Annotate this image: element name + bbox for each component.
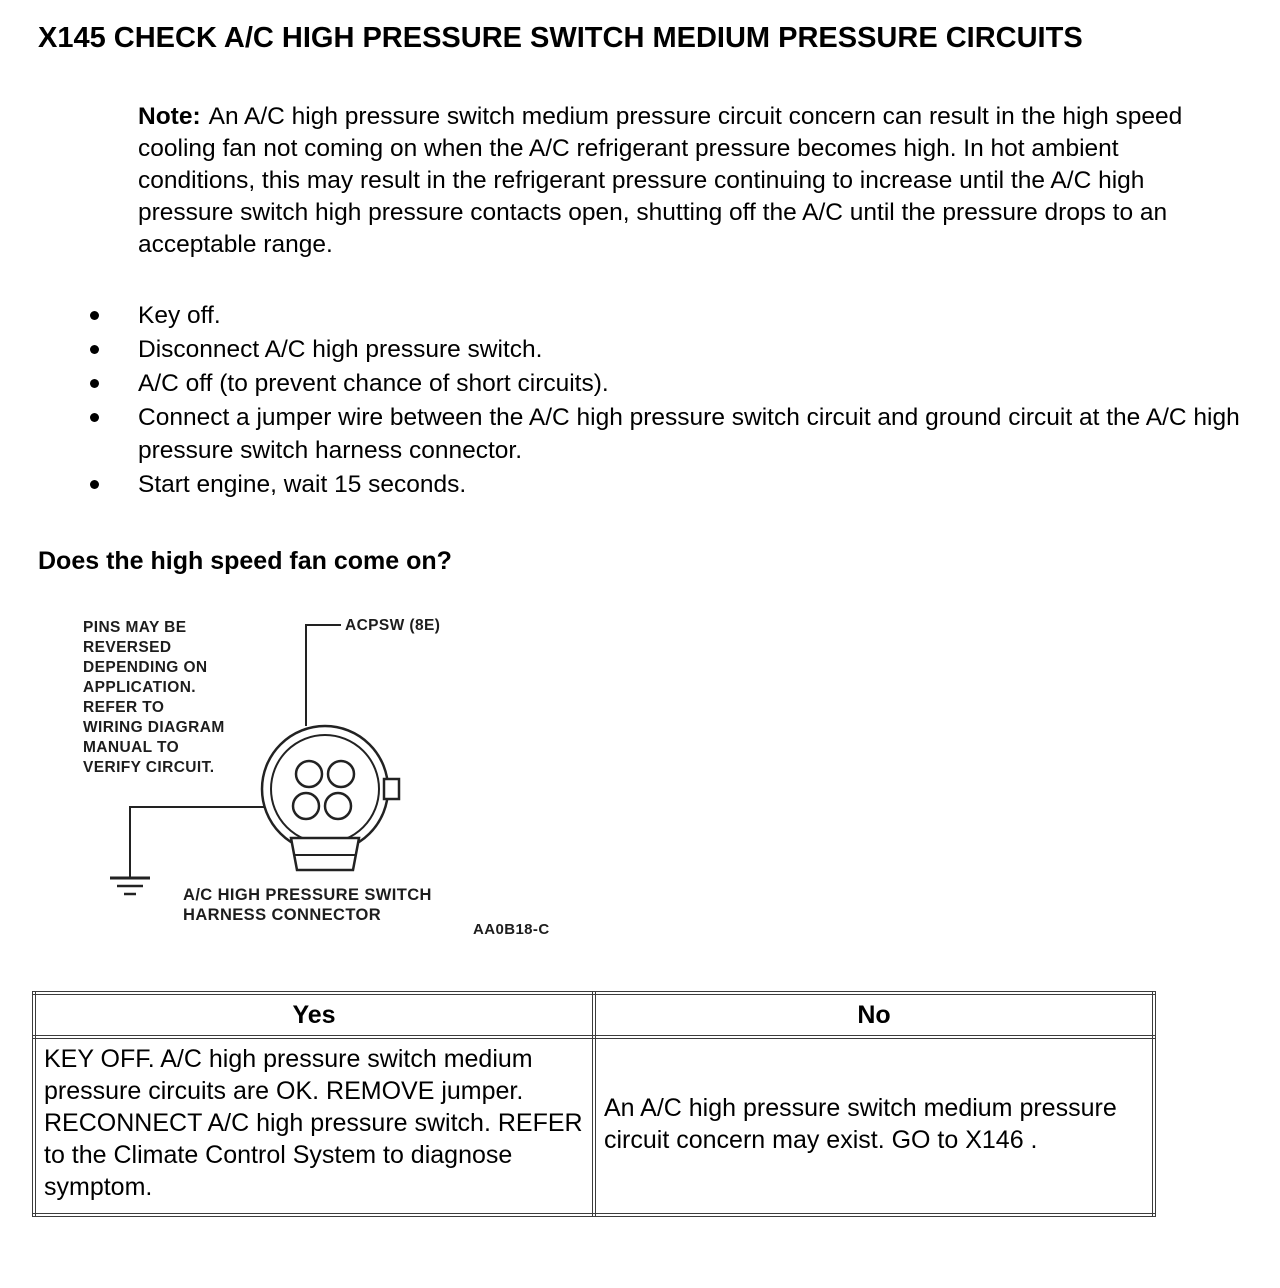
connector-diagram-svg — [75, 612, 635, 950]
diagram-note-line: PINS MAY BE — [83, 619, 187, 636]
procedure-steps — [38, 299, 1242, 501]
diagram-warning-text — [83, 619, 225, 776]
diagram-caption-line-2: HARNESS CONNECTOR — [183, 906, 382, 924]
ground-symbol — [110, 878, 150, 894]
step-item-1: Key off. — [38, 299, 1242, 332]
diagram-caption-line-1: A/C HIGH PRESSURE SWITCH — [183, 886, 432, 904]
connector-outer-ring — [262, 726, 388, 852]
step-item-4: Connect a jumper wire between the A/C high pressure switch circuit and ground circuit at the A/C high pressure switch harness connector. — [38, 401, 1242, 467]
yes-action-cell: KEY OFF. A/C high pressure switch medium pressure circuits are OK. REMOVE jumper. RECONNECT A/C high pressure switch. REFER to the Climate Control System to diagnose symptom. — [34, 1037, 594, 1215]
decision-table — [32, 991, 1156, 1217]
note-paragraph — [138, 101, 1220, 261]
decision-table-row — [34, 1037, 1154, 1215]
diagram-note-line: REFER TO — [83, 699, 165, 716]
yes-column-header: Yes — [34, 993, 594, 1037]
page-title: X145 CHECK A/C HIGH PRESSURE SWITCH MEDIUM PRESSURE CIRCUITS — [38, 22, 1083, 54]
diagram-note-line: VERIFY CIRCUIT. — [83, 759, 215, 776]
note-text: An A/C high pressure switch medium pressure circuit concern can result in the high speed cooling fan not coming on when the A/C refrigerant pressure becomes high. In hot ambient conditions, this may result in the refrigerant pressure continuing to increase until the A/C high pressure switch high pressure contacts open, shutting off the A/C until the pressure drops to an acceptable range. — [138, 103, 1183, 258]
decision-table-header-row — [34, 993, 1154, 1037]
connector-diagram — [75, 612, 1242, 955]
diagram-note-line: WIRING DIAGRAM — [83, 719, 225, 736]
step-item-5: Start engine, wait 15 seconds. — [38, 468, 1242, 501]
step-item-2: Disconnect A/C high pressure switch. — [38, 333, 1242, 366]
diagram-note-line: MANUAL TO — [83, 739, 180, 756]
decision-question: Does the high speed fan come on? — [38, 547, 452, 575]
diagram-note-line: REVERSED — [83, 639, 172, 656]
diagram-note-line: APPLICATION. — [83, 679, 197, 696]
step-item-3: A/C off (to prevent chance of short circuits). — [38, 367, 1242, 400]
leader-line — [306, 625, 341, 726]
no-action-cell: An A/C high pressure switch medium pressure circuit concern may exist. GO to X146 . — [594, 1037, 1154, 1215]
ground-wire — [130, 807, 265, 878]
pin-circuit-label: ACPSW (8E) — [345, 617, 441, 634]
connector-side-tab — [384, 779, 399, 799]
note-label: Note: — [138, 103, 201, 130]
no-column-header: No — [594, 993, 1154, 1037]
figure-code: AA0B18-C — [473, 921, 550, 938]
diagram-note-line: DEPENDING ON — [83, 659, 208, 676]
